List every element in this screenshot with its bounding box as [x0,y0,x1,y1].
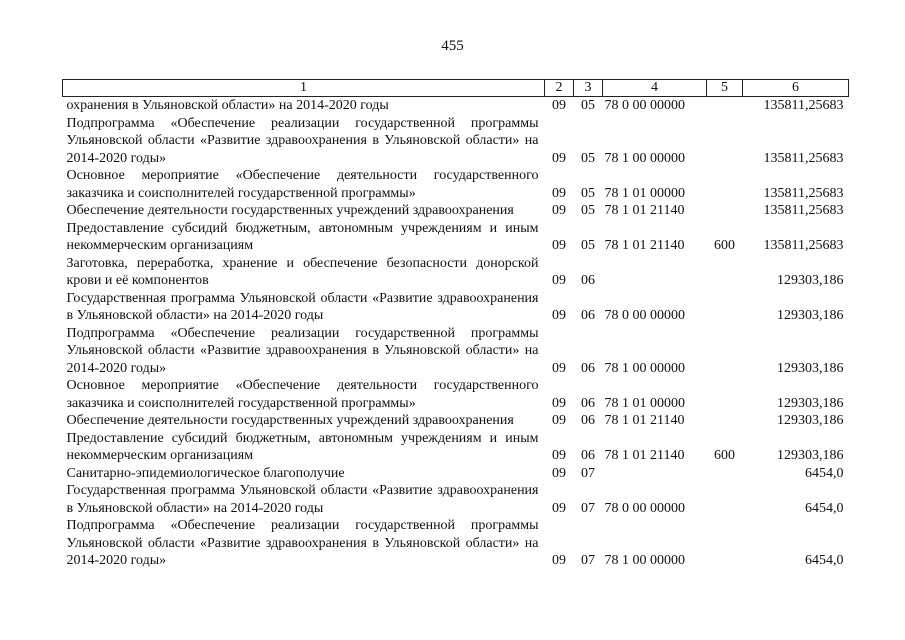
row-subsection: 07 [581,500,595,516]
row-amount: 6454,0 [805,553,844,568]
row-expense-type [707,97,743,115]
header-col-3: 3 [574,80,603,97]
row-section: 09 [552,448,566,463]
row-section: 09 [552,150,566,166]
row-expense-type [707,290,743,325]
row-section: 09 [552,395,566,411]
header-col-5: 5 [707,80,743,97]
row-section: 09 [552,273,566,288]
table-row [63,202,849,220]
row-target-article: 78 1 01 21140 [604,448,685,463]
table-row [63,377,849,412]
row-target-article: 78 0 00 00000 [604,308,685,323]
header-col-6: 6 [743,80,849,97]
row-target-article: 78 1 01 21140 [604,238,685,253]
row-target-article: 78 1 01 00000 [604,395,685,411]
row-subsection: 06 [581,448,595,463]
row-subsection: 06 [581,273,595,288]
row-name: Подпрограмма «Обеспечение реализации государственной программы Ульяновской области «Развитие здравоохранения в Ульяновской области» на 2014-2020 годы» [66,325,539,376]
row-name: Подпрограмма «Обеспечение реализации государственной программы Ульяновской области «Развитие здравоохранения в Ульяновской области» на 2014-2020 годы» [66,518,539,568]
row-target-article: 78 1 01 00000 [604,185,685,201]
row-subsection: 05 [581,185,595,201]
row-target-article: 78 0 00 00000 [604,500,685,516]
table-body [63,97,849,570]
header-row [63,80,849,97]
row-subsection: 07 [581,553,595,568]
row-subsection: 05 [581,150,595,166]
row-section: 09 [552,203,566,218]
row-name: Основное мероприятие «Обеспечение деятельности государственного заказчика и соисполнителей государственной программы» [66,378,539,411]
row-name: охранения в Ульяновской области» на 2014-2020 годы [66,98,389,113]
table-row [63,220,849,255]
row-section: 09 [552,98,566,113]
row-expense-type [707,517,743,570]
row-expense-type: 600 [714,448,735,463]
header-col-1: 1 [63,80,545,97]
table-row [63,115,849,168]
row-section: 09 [552,185,566,201]
table-row [63,517,849,570]
row-expense-type [707,377,743,412]
row-subsection: 05 [581,203,595,218]
table-row [63,290,849,325]
row-name: Обеспечение деятельности государственных учреждений здравоохранения [66,203,514,218]
table-row [63,430,849,465]
row-subsection: 06 [581,308,595,323]
row-subsection: 06 [581,360,595,376]
row-subsection: 05 [581,98,595,113]
row-section: 09 [552,553,566,568]
row-amount: 129303,186 [777,360,844,376]
row-expense-type [707,255,743,290]
row-section: 09 [552,413,566,428]
row-amount: 129303,186 [777,448,844,463]
row-expense-type [707,115,743,168]
row-target-article: 78 1 01 21140 [604,413,685,428]
row-name: Санитарно-эпидемиологическое благополучие [66,465,345,481]
table-row [63,255,849,290]
row-name: Предоставление субсидий бюджетным, автономным учреждениям и иным некоммерческим организациям [66,430,539,463]
row-target-article: 78 1 00 00000 [604,150,685,166]
row-target-article: 78 1 00 00000 [604,360,685,376]
row-name: Обеспечение деятельности государственных учреждений здравоохранения [66,413,514,428]
table-row [63,97,849,115]
row-amount: 6454,0 [805,500,844,516]
header-col-4: 4 [603,80,707,97]
row-section: 09 [552,308,566,323]
row-amount: 129303,186 [777,413,844,428]
row-amount: 135811,25683 [763,185,844,201]
row-target-article: 78 0 00 00000 [604,98,685,113]
row-name: Предоставление субсидий бюджетным, автономным учреждениям и иным некоммерческим организациям [66,220,539,253]
row-subsection: 07 [581,465,595,481]
row-expense-type [707,325,743,378]
row-amount: 135811,25683 [763,98,844,113]
table-row [63,167,849,202]
row-amount: 129303,186 [777,273,844,288]
budget-table [62,79,849,570]
row-expense-type [707,202,743,220]
table-row [63,482,849,517]
row-section: 09 [552,500,566,516]
table-row [63,465,849,483]
row-target-article [603,255,707,290]
row-section: 09 [552,238,566,253]
row-subsection: 05 [581,238,595,253]
page-number: 455 [441,38,464,54]
row-target-article: 78 1 00 00000 [604,553,685,568]
table-header [63,80,849,97]
row-name: Основное мероприятие «Обеспечение деятельности государственного заказчика и соисполнителей государственной программы» [66,168,539,201]
row-expense-type [707,167,743,202]
row-expense-type [707,465,743,483]
row-amount: 135811,25683 [763,238,844,253]
row-name: Подпрограмма «Обеспечение реализации государственной программы Ульяновской области «Развитие здравоохранения в Ульяновской области» на 2014-2020 годы» [66,115,539,166]
row-amount: 135811,25683 [763,150,844,166]
row-amount: 129303,186 [777,308,844,323]
row-amount: 135811,25683 [763,203,844,218]
table-row [63,412,849,430]
row-subsection: 06 [581,413,595,428]
row-name: Государственная программа Ульяновской области «Развитие здравоохранения в Ульяновской области» на 2014-2020 годы [66,290,539,323]
row-expense-type [707,482,743,517]
row-amount: 129303,186 [777,395,844,411]
row-name: Государственная программа Ульяновской области «Развитие здравоохранения в Ульяновской области» на 2014-2020 годы [66,483,539,516]
header-col-2: 2 [545,80,574,97]
table-row [63,325,849,378]
row-section: 09 [552,360,566,376]
row-target-article [603,465,707,483]
row-section: 09 [552,465,566,481]
row-amount: 6454,0 [805,465,844,481]
row-target-article: 78 1 01 21140 [604,203,685,218]
row-name: Заготовка, переработка, хранение и обеспечение безопасности донорской крови и её компонентов [66,255,539,288]
row-expense-type: 600 [714,238,735,253]
row-expense-type [707,412,743,430]
row-subsection: 06 [581,395,595,411]
